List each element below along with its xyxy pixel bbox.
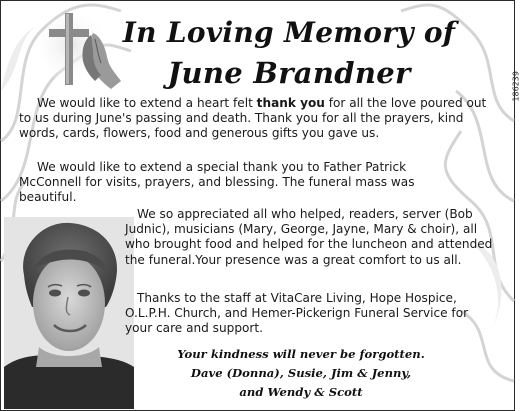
thanks-paragraph-2: We would like to extend a special thank you to Father Patrick McConnell for visits, prayers, and blessing. The funeral mass was beautiful. (19, 160, 415, 205)
thanks-paragraph-4: Thanks to the staff at VitaCare Living, Hope Hospice, O.L.P.H. Church, and Hemer-Pickerign Funeral Service for your care and support. (125, 291, 469, 336)
p1-text-end: for all the love poured out to us during June's passing and death. Thank you for all the prayers, kind words, cards, flowers, food and generous gifts you gave us. (19, 96, 487, 141)
thanks-paragraph-3: We so appreciated all who helped, readers, server (Bob Judnic), musicians (Mary, George, Jayne, Mary & choir), all who brought food and helped for the luncheon and attended the funeral.Your presence was a great comfort to us all. (125, 207, 493, 267)
portrait-photo (4, 217, 134, 409)
cross-and-praying-hands-icon (35, 11, 127, 93)
closing-line-2: Dave (Donna), Susie, Jim & Jenny, (190, 366, 412, 380)
p1-bold-text: thank you (256, 96, 325, 110)
memorial-title (119, 13, 459, 93)
thanks-paragraph-1 (19, 96, 489, 142)
ad-number: 186239 (512, 71, 521, 102)
closing-line-1: Your kindness will never be forgotten. (177, 347, 425, 361)
title-line-1: In Loving Memory of (122, 16, 456, 49)
closing-signature (151, 345, 451, 402)
deceased-name: June Brandner (167, 56, 411, 90)
closing-line-3: and Wendy & Scott (239, 385, 363, 399)
p1-text-start: We would like to extend a heart felt (37, 96, 257, 110)
